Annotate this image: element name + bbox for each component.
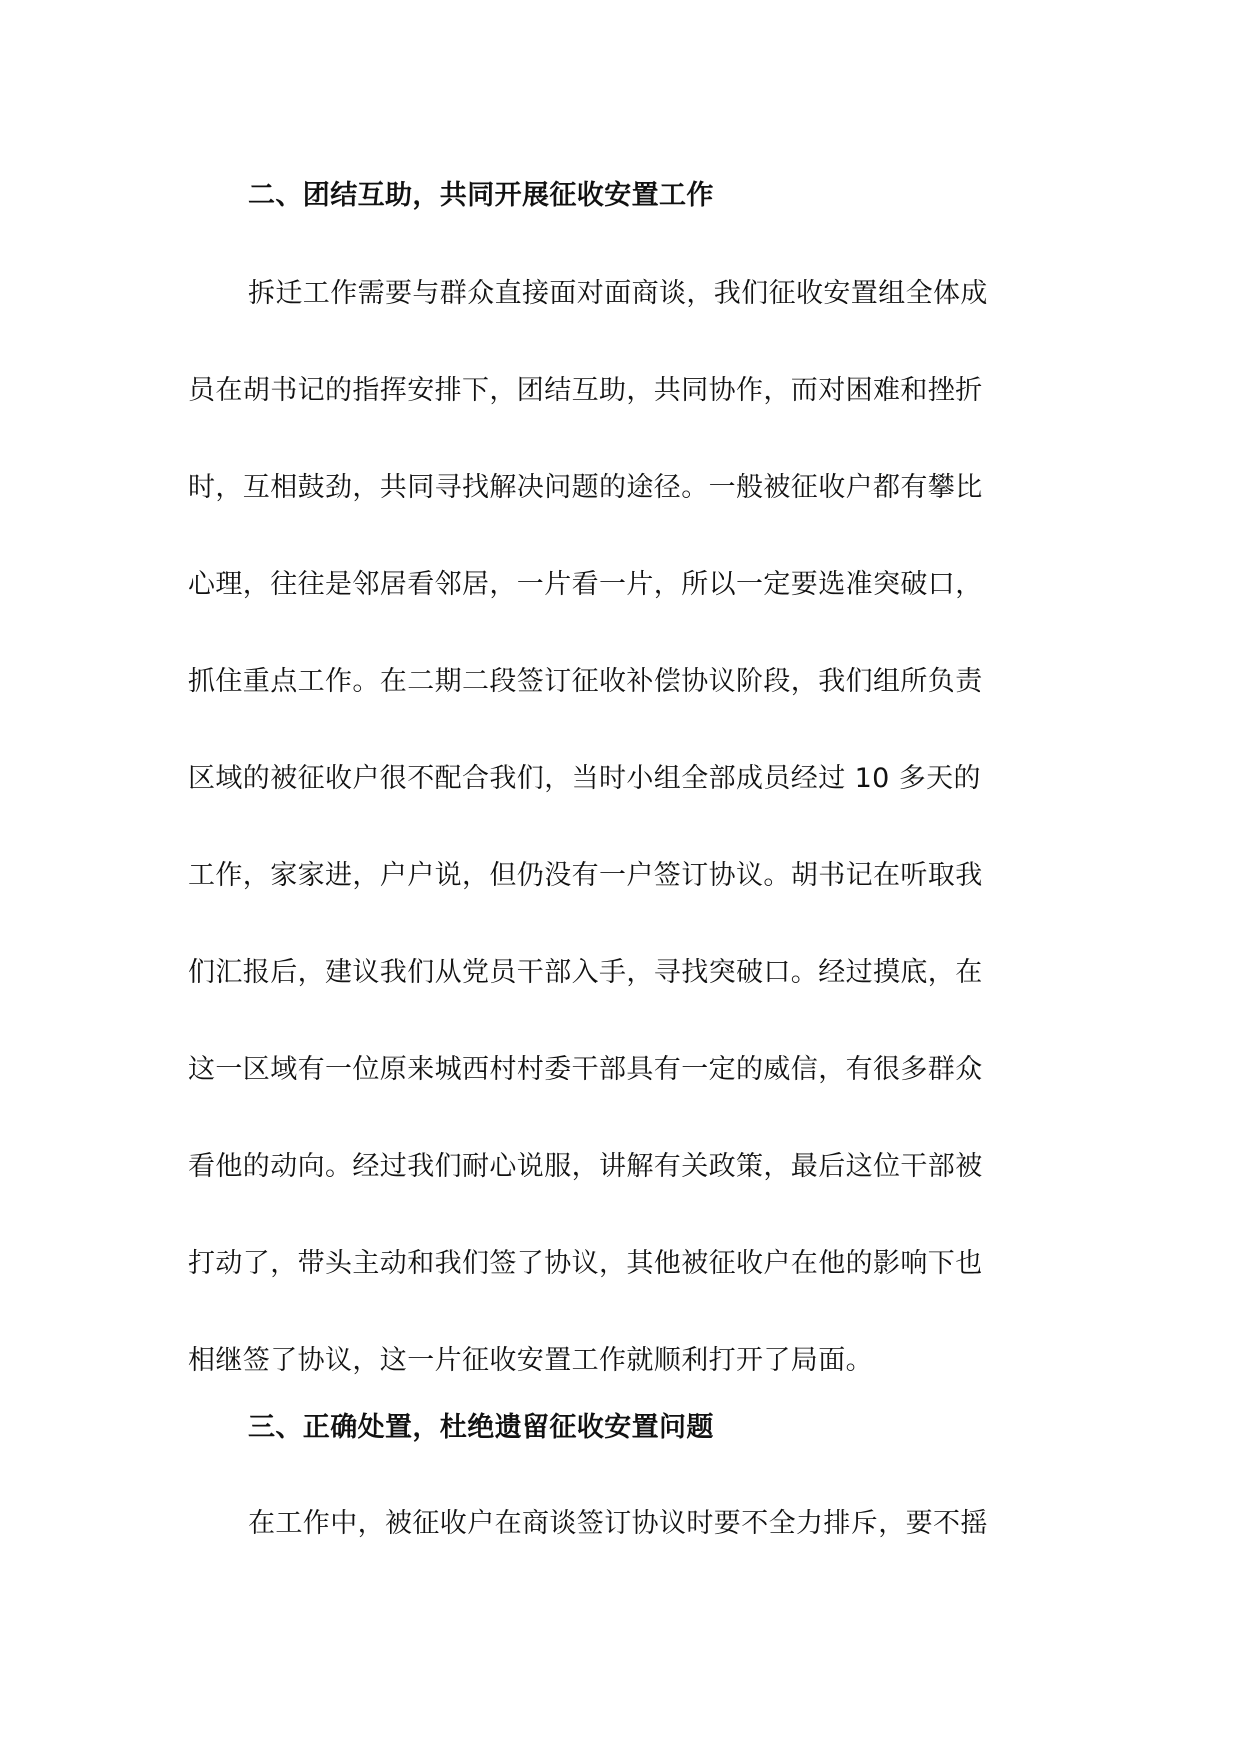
paragraph-line: 这一区域有一位原来城西村村委干部具有一定的威信，有很多群众 [188,1054,983,1085]
paragraph-line: 心理，往往是邻居看邻居，一片看一片，所以一定要选准突破口， [188,569,983,600]
section-heading-3: 三、正确处置，杜绝遗留征收安置问题 [248,1412,714,1443]
paragraph-line: 区域的被征收户很不配合我们，当时小组全部成员经过 10 多天的 [188,763,981,794]
paragraph-line: 相继签了协议，这一片征收安置工作就顺利打开了局面。 [188,1345,873,1376]
paragraph-line: 拆迁工作需要与群众直接面对面商谈，我们征收安置组全体成 [248,278,988,309]
paragraph-line: 员在胡书记的指挥安排下，团结互助，共同协作，而对困难和挫折 [188,375,983,406]
paragraph-line: 看他的动向。经过我们耐心说服，讲解有关政策，最后这位干部被 [188,1151,983,1182]
section-heading-2: 二、团结互助，共同开展征收安置工作 [248,180,714,211]
paragraph-line: 们汇报后，建议我们从党员干部入手，寻找突破口。经过摸底，在 [188,957,983,988]
paragraph-line: 抓住重点工作。在二期二段签订征收补偿协议阶段，我们组所负责 [188,666,983,697]
paragraph-line: 时，互相鼓劲，共同寻找解决问题的途径。一般被征收户都有攀比 [188,472,983,503]
paragraph-line: 打动了，带头主动和我们签了协议，其他被征收户在他的影响下也 [188,1248,983,1279]
paragraph-line: 在工作中，被征收户在商谈签订协议时要不全力排斥，要不摇 [248,1508,988,1539]
paragraph-line: 工作，家家进，户户说，但仍没有一户签订协议。胡书记在听取我 [188,860,983,891]
